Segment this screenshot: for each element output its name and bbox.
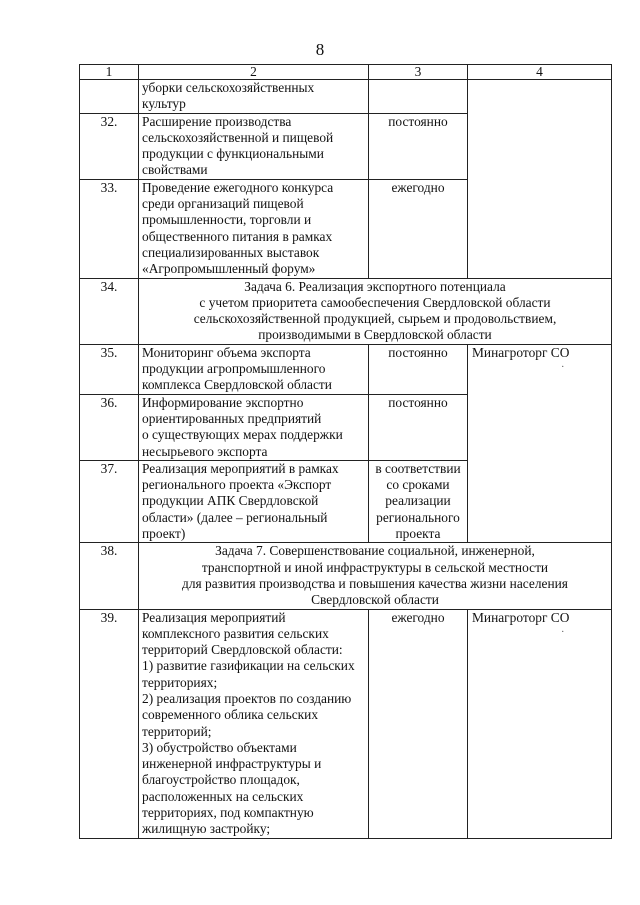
term-cell	[369, 460, 468, 542]
term-cell	[369, 80, 468, 114]
text-line: продукции агропромышленного	[142, 361, 326, 377]
text-line: Задача 7. Совершенствование социальной, инженерной,	[215, 543, 535, 559]
measure-description	[139, 394, 369, 460]
text-line: Мониторинг объема экспорта	[142, 344, 311, 360]
task-row	[80, 278, 612, 344]
page-number: 8	[315, 40, 325, 59]
table-header-row	[80, 65, 612, 80]
task-heading	[139, 543, 612, 609]
text-line: продукции с функциональными	[142, 146, 324, 162]
text-line: Информирование экспортно	[142, 394, 304, 410]
row-number: 36.	[80, 394, 139, 460]
text-line: сельскохозяйственной продукцией, сырьем и продовольствием,	[193, 311, 557, 327]
text-line: «Агропромышленный форум»	[142, 261, 316, 277]
text-line: несырьевого экспорта	[142, 443, 268, 459]
text-line: с учетом приоритета самообеспечения Свердловской области	[199, 294, 551, 310]
row-number: 37.	[80, 460, 139, 542]
row-number	[80, 80, 139, 114]
measure-description	[139, 113, 369, 179]
text-line: 1) развитие газификации на сельских	[142, 658, 355, 674]
text-line: территорий Свердловской области:	[142, 642, 343, 658]
text-line: жилищную застройку;	[142, 821, 271, 837]
text-line: реализации	[385, 493, 451, 509]
text-line: общественного питания в рамках	[142, 228, 333, 244]
row-number: 32.	[80, 113, 139, 179]
text-line: ежегодно	[391, 609, 445, 625]
term-cell	[369, 179, 468, 278]
responsible-text: Минагроторг СО	[472, 344, 570, 360]
text-line: постоянно	[388, 113, 448, 129]
text-line: Реализация мероприятий в рамках	[142, 460, 339, 476]
text-line: инженерной инфраструктуры и	[142, 756, 322, 772]
text-line: о существующих мерах поддержки	[142, 427, 343, 443]
text-line: культур	[142, 96, 186, 112]
text-line: проекта	[395, 526, 441, 542]
text-line: ориентированных предприятий	[142, 410, 322, 426]
text-line: территорий;	[142, 723, 212, 739]
text-line: транспортной и иной инфраструктуры в сельской местности	[201, 559, 549, 575]
text-line: Свердловской области	[311, 592, 439, 608]
row-number: 38.	[80, 543, 139, 609]
row-number: 35.	[80, 344, 139, 394]
text-line: постоянно	[388, 394, 448, 410]
term-cell	[369, 113, 468, 179]
term-cell	[369, 609, 468, 838]
responsible-cell	[468, 344, 612, 543]
text-line: Задача 6. Реализация экспортного потенциала	[244, 278, 506, 294]
text-line: для развития производства и повышения качества жизни населения	[182, 575, 568, 591]
text-line: Расширение производства	[142, 113, 292, 129]
responsible-text: Минагроторг СО	[472, 609, 570, 625]
text-line: комплексного развития сельских	[142, 625, 329, 641]
header-cell: 4	[468, 65, 612, 80]
responsible-cell	[468, 609, 612, 838]
task-heading	[139, 278, 612, 344]
term-cell	[369, 344, 468, 394]
text-line: со сроками	[386, 477, 450, 493]
text-line: современного облика сельских	[142, 707, 319, 723]
text-line: регионального	[376, 509, 460, 525]
text-line: Реализация мероприятий	[142, 609, 286, 625]
header-cell: 1	[80, 65, 139, 80]
text-line: сельскохозяйственной и пищевой	[142, 129, 334, 145]
measure-description	[139, 609, 369, 838]
measure-description	[139, 80, 369, 114]
responsible-cell	[468, 80, 612, 279]
row-number: 34.	[80, 278, 139, 344]
row-number: 33.	[80, 179, 139, 278]
text-line: проект)	[142, 526, 186, 542]
text-line: территориях, под компактную	[142, 805, 314, 821]
text-line: ежегодно	[391, 179, 445, 195]
text-line: Проведение ежегодного конкурса	[142, 179, 334, 195]
header-cell: 2	[139, 65, 369, 80]
term-cell	[369, 394, 468, 460]
text-line: уборки сельскохозяйственных	[142, 80, 315, 95]
task-row	[80, 543, 612, 609]
text-line: среди организаций пищевой	[142, 196, 304, 212]
text-line: продукции АПК Свердловской	[142, 493, 319, 509]
table-row	[80, 609, 612, 838]
text-line: территориях;	[142, 674, 218, 690]
header-cell: 3	[369, 65, 468, 80]
text-line: 2) реализация проектов по созданию	[142, 690, 352, 706]
text-line: постоянно	[388, 344, 448, 360]
measure-description	[139, 460, 369, 542]
text-line: благоустройство площадок,	[142, 772, 300, 788]
text-line: промышленности, торговли и	[142, 212, 312, 228]
measure-description	[139, 179, 369, 278]
text-line: комплекса Свердловской области	[142, 377, 332, 393]
text-line: в соответствии	[375, 460, 461, 476]
table-row	[80, 344, 612, 394]
text-line: производимыми в Свердловской области	[258, 327, 492, 343]
text-line: области» (далее – региональный	[142, 509, 328, 525]
scan-speck: .	[561, 359, 564, 371]
row-number: 39.	[80, 609, 139, 838]
scan-speck: .	[561, 623, 564, 635]
table-row	[80, 80, 612, 114]
measures-table	[79, 64, 612, 839]
text-line: свойствами	[142, 162, 208, 178]
text-line: регионального проекта «Экспорт	[142, 477, 332, 493]
text-line: расположенных на сельских	[142, 788, 304, 804]
text-line: специализированных выставок	[142, 244, 320, 260]
text-line: 3) обустройство объектами	[142, 739, 297, 755]
measure-description	[139, 344, 369, 394]
